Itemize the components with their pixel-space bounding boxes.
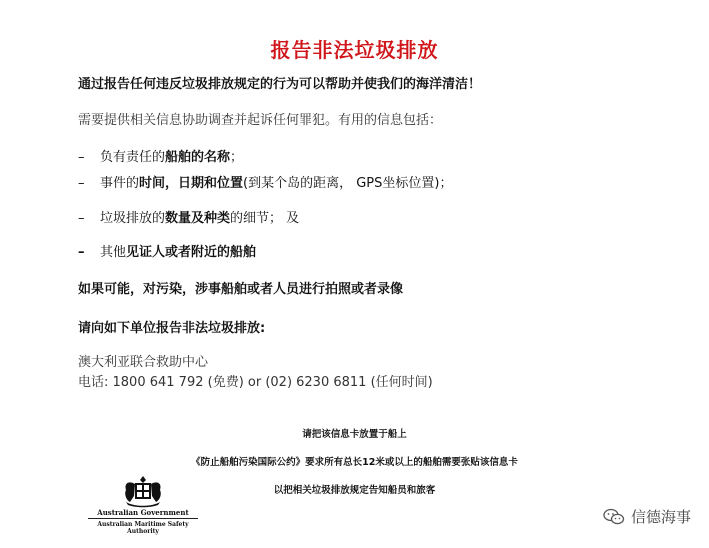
bullet-quantity-type	[78, 207, 299, 226]
bullet-text: 负有责任的	[100, 150, 166, 165]
bullet-vessel-name	[78, 146, 243, 165]
bullet-bold-text: 见证人或者附近的船舶	[126, 245, 257, 260]
rescue-center-name: 澳大利亚联合救助中心	[78, 355, 209, 370]
watermark	[603, 506, 691, 527]
bullet-text: 垃圾排放的	[100, 211, 166, 226]
bullet-bold-text: 船舶的名称	[165, 150, 231, 165]
bullet-text: 的细节； 及	[230, 211, 300, 226]
coat-of-arms-icon	[118, 474, 168, 508]
bullet-bold-text: 数量及种类	[165, 211, 231, 226]
bullet-dash: –	[78, 245, 85, 260]
logo-agency-text: Australian Maritime Safety Authority	[97, 521, 189, 535]
logo-divider	[88, 518, 198, 519]
photo-note: 如果可能，对污染，涉事船舶或者人员进行拍照或者录像	[78, 282, 404, 297]
watermark-text: 信德海事	[630, 508, 691, 526]
bullet-witnesses	[78, 241, 256, 260]
logo-government-text: Australian Government	[97, 508, 189, 517]
wechat-icon	[603, 508, 625, 526]
footer-line-3: 以把相关垃圾排放规定告知船员和旅客	[273, 485, 436, 496]
phone-number-text: 电话: 1800 641 792 (免费) or (02) 6230 6811 (任何时间)	[78, 375, 433, 390]
bullet-text: 其他	[100, 245, 127, 260]
bullet-bold-text: 时间，日期和位置	[139, 176, 244, 191]
bullet-text: 事件的	[100, 176, 140, 191]
bullet-dash: –	[78, 150, 85, 165]
bullet-text: ；	[230, 150, 244, 165]
australian-government-logo	[84, 474, 202, 534]
report-to-heading: 请向如下单位报告非法垃圾排放:	[78, 321, 266, 336]
bullet-dash: –	[78, 211, 85, 226]
info-needed-text: 需要提供相关信息协助调查并起诉任何罪犯。有用的信息包括：	[78, 113, 443, 128]
page-title: 报告非法垃圾排放	[270, 38, 439, 62]
bullet-dash: –	[78, 176, 85, 191]
bullet-time-date-location	[78, 172, 452, 191]
footer-line-2: 《防止船舶污染国际公约》要求所有总长12米或以上的船舶需要张贴该信息卡	[191, 457, 518, 468]
bullet-text: (到某个岛的距离， GPS坐标位置)；	[243, 176, 453, 191]
intro-text: 通过报告任何违反垃圾排放规定的行为可以帮助并使我们的海洋清洁！	[78, 77, 482, 92]
footer-line-1: 请把该信息卡放置于船上	[302, 429, 407, 440]
